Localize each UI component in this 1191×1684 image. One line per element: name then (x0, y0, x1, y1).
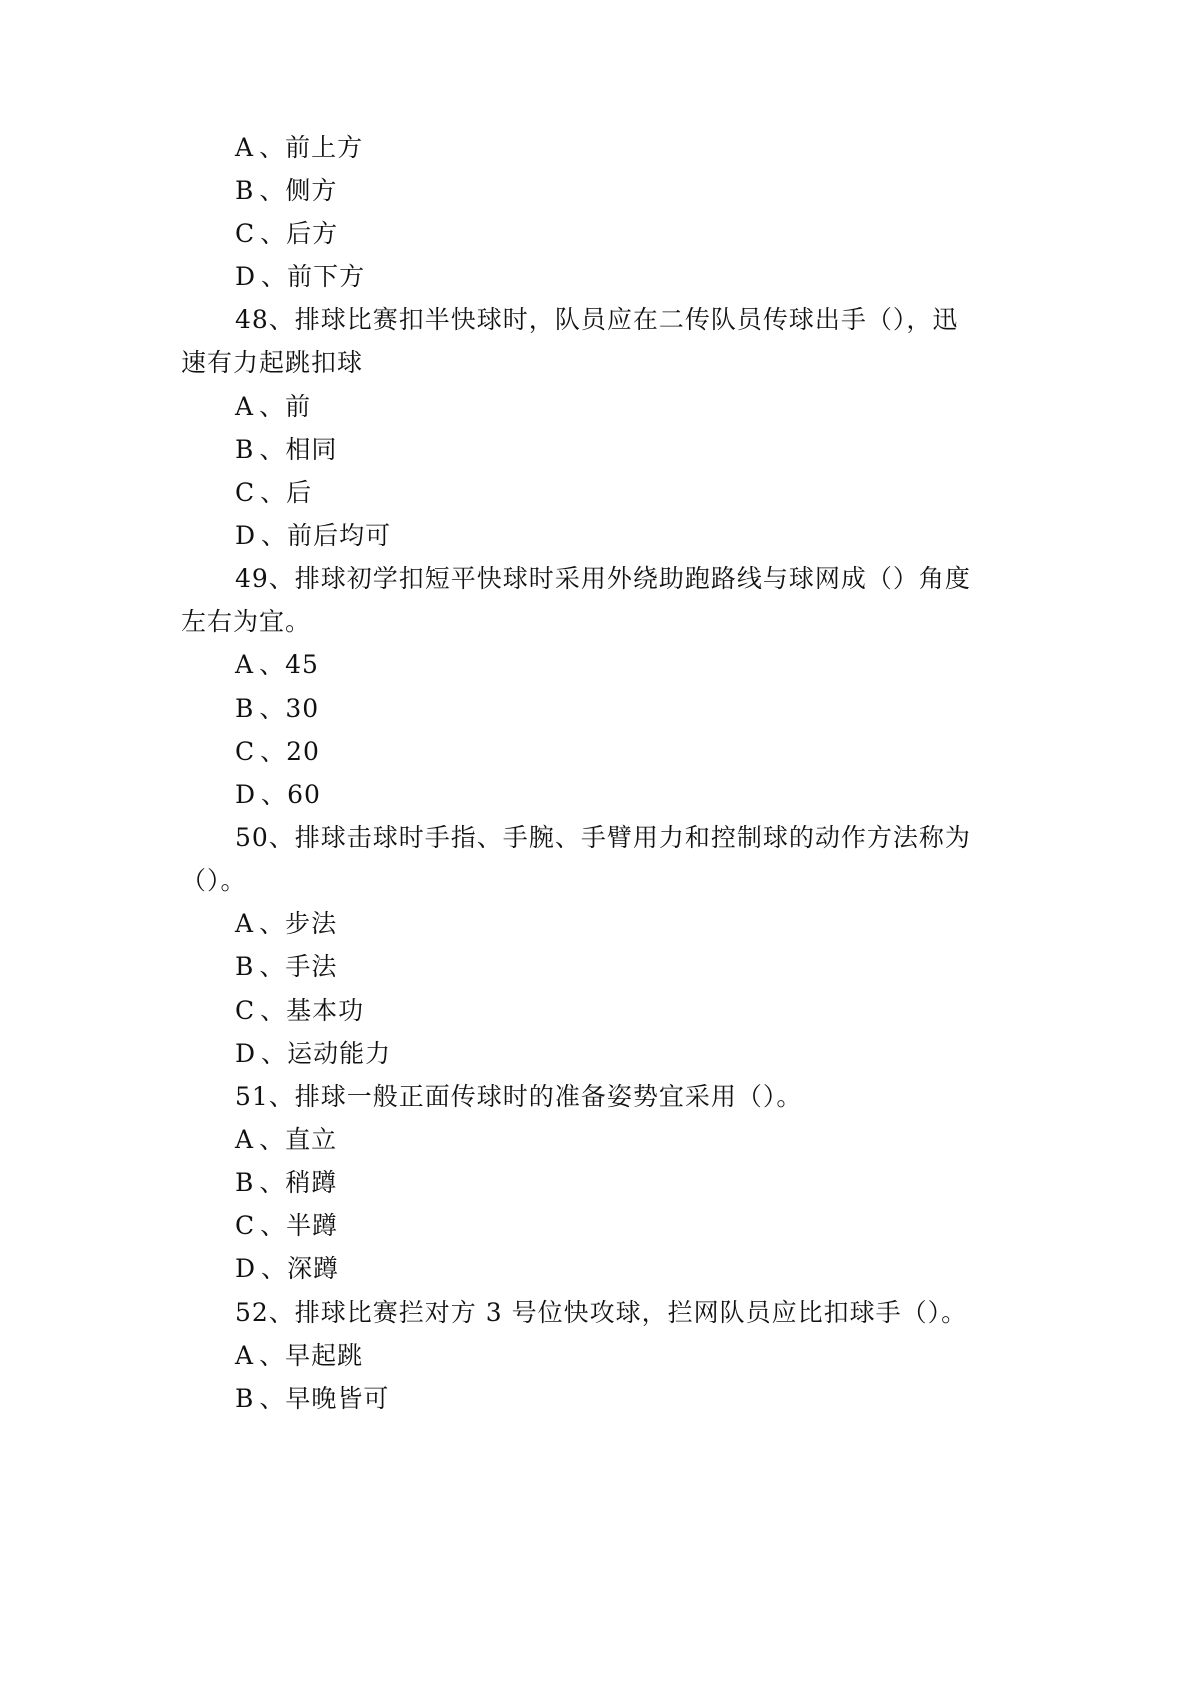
option-letter: A (235, 909, 260, 938)
option-line (235, 131, 363, 165)
option-separator: 、 (259, 435, 286, 464)
option-line (235, 390, 311, 424)
option-separator: 、 (260, 478, 287, 507)
option-separator: 、 (261, 1254, 288, 1283)
option-separator: 、 (259, 1341, 286, 1370)
option-separator: 、 (260, 996, 287, 1025)
option-letter: C (235, 478, 261, 507)
option-text: 直立 (285, 1125, 338, 1154)
option-line (235, 260, 365, 294)
option-text: 相同 (285, 435, 338, 464)
option-letter: A (235, 650, 260, 679)
option-separator: 、 (259, 133, 286, 162)
option-line (235, 994, 364, 1028)
option-text: 运动能力 (287, 1039, 392, 1068)
option-text: 早晚皆可 (285, 1384, 390, 1413)
option-line (235, 778, 321, 812)
option-line (235, 1166, 337, 1200)
option-line (235, 519, 391, 553)
question-50-text: 50、排球击球时手指、手腕、手臂用力和控制球的动作方法称为 (235, 823, 971, 852)
option-separator: 、 (261, 262, 288, 291)
option-letter: B (235, 176, 260, 205)
option-letter: B (235, 1168, 260, 1197)
option-line (235, 907, 337, 941)
question-48-text: 48、排球比赛扣半快球时，队员应在二传队员传球出手（），迅 (235, 305, 959, 334)
option-text: 60 (287, 780, 321, 809)
option-text: 30 (285, 694, 320, 723)
option-separator: 、 (259, 650, 286, 679)
option-text: 侧方 (285, 176, 338, 205)
option-letter: B (235, 952, 260, 981)
option-line (235, 1037, 391, 1071)
option-text: 手法 (285, 952, 338, 981)
option-text: 前后均可 (287, 521, 392, 550)
option-letter: A (235, 1125, 260, 1154)
option-text: 半蹲 (286, 1211, 339, 1240)
question-50-text-continued: （）。 (181, 866, 247, 895)
option-separator: 、 (260, 219, 287, 248)
option-separator: 、 (259, 694, 286, 723)
option-text: 前上方 (285, 133, 364, 162)
option-line (235, 950, 337, 984)
option-line (235, 1252, 339, 1286)
option-line (235, 217, 338, 251)
option-separator: 、 (261, 521, 288, 550)
option-letter: C (235, 1211, 261, 1240)
option-text: 前 (285, 392, 312, 421)
option-letter: C (235, 996, 261, 1025)
question-49-text-continued: 左右为宜。 (181, 607, 312, 636)
option-letter: C (235, 219, 261, 248)
option-separator: 、 (259, 392, 286, 421)
option-text: 基本功 (286, 996, 365, 1025)
option-line (235, 692, 319, 726)
question-52-text: 52、排球比赛拦对方 3 号位快攻球，拦网队员应比扣球手（）。 (235, 1298, 968, 1327)
option-line (235, 433, 337, 467)
option-line (235, 648, 319, 682)
option-line (235, 1339, 363, 1373)
option-letter: D (235, 1254, 262, 1283)
question-48-text-continued: 速有力起跳扣球 (181, 348, 364, 377)
option-text: 稍蹲 (285, 1168, 338, 1197)
option-text: 后方 (286, 219, 339, 248)
option-letter: B (235, 1384, 260, 1413)
option-line (235, 476, 312, 510)
option-separator: 、 (259, 1125, 286, 1154)
option-separator: 、 (259, 176, 286, 205)
option-line (235, 735, 320, 769)
option-separator: 、 (259, 1168, 286, 1197)
question-51-text: 51、排球一般正面传球时的准备姿势宜采用（）。 (235, 1082, 803, 1111)
option-line (235, 1382, 389, 1416)
option-line (235, 174, 337, 208)
option-text: 20 (286, 737, 320, 766)
option-text: 早起跳 (285, 1341, 364, 1370)
option-text: 深蹲 (287, 1254, 340, 1283)
option-letter: D (235, 521, 262, 550)
option-letter: D (235, 262, 262, 291)
option-letter: D (235, 780, 262, 809)
option-letter: B (235, 694, 260, 723)
option-letter: C (235, 737, 261, 766)
option-line (235, 1123, 337, 1157)
option-separator: 、 (261, 780, 288, 809)
option-separator: 、 (260, 737, 287, 766)
question-49-text: 49、排球初学扣短平快球时采用外绕助跑路线与球网成（）角度 (235, 564, 971, 593)
option-separator: 、 (259, 909, 286, 938)
option-separator: 、 (259, 952, 286, 981)
option-letter: B (235, 435, 260, 464)
option-text: 步法 (285, 909, 338, 938)
option-letter: A (235, 1341, 260, 1370)
option-text: 前下方 (287, 262, 366, 291)
option-text: 后 (286, 478, 313, 507)
option-separator: 、 (260, 1211, 287, 1240)
option-separator: 、 (259, 1384, 286, 1413)
option-line (235, 1209, 338, 1243)
option-separator: 、 (261, 1039, 288, 1068)
option-text: 45 (285, 650, 319, 679)
option-letter: D (235, 1039, 262, 1068)
option-letter: A (235, 133, 260, 162)
option-letter: A (235, 392, 260, 421)
